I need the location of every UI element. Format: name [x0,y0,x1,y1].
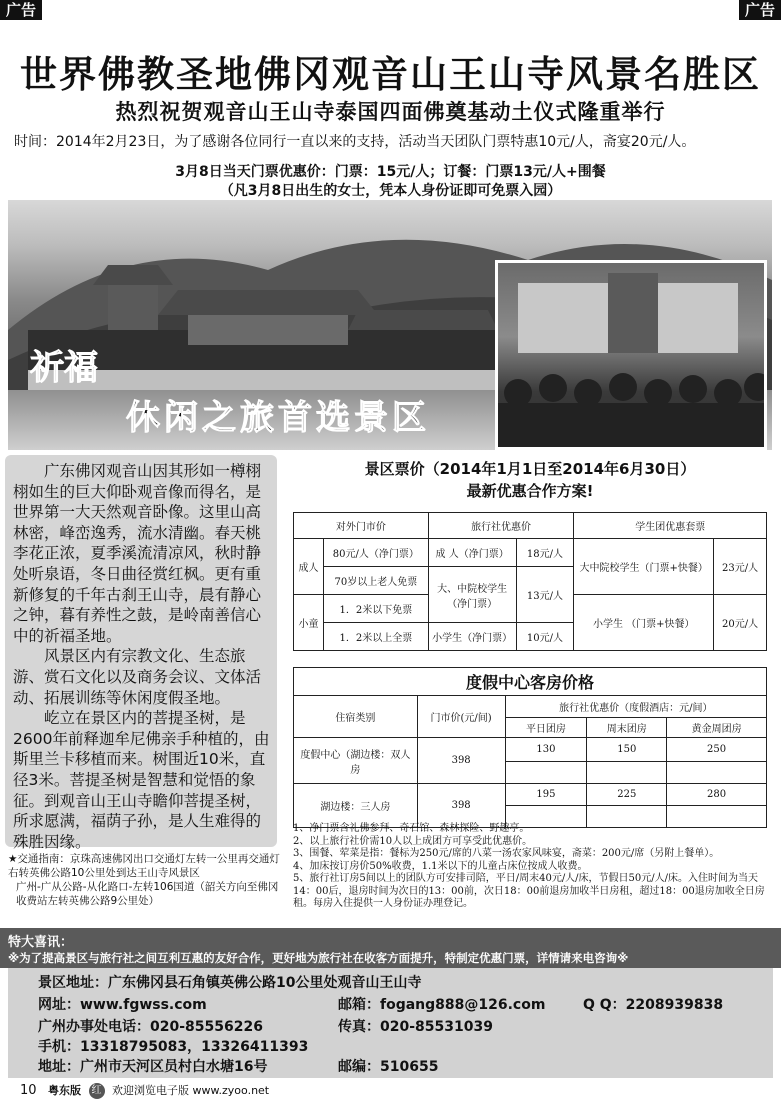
child-full: 1．2米以上全票 [323,623,428,651]
footer-text[interactable]: 欢迎浏览电子版 www.zyoo.net [112,1084,270,1097]
ticket-table [293,512,767,651]
website-link[interactable]: 网址：www.fgwss.com [38,997,207,1013]
agency-student: 大、中院校学生（净门票） [428,567,516,623]
traffic-line: 广州-广从公路-从化路口-左转106国道（韶关方向至佛冈收费站左转英佛公路9公里处） [16,881,279,907]
promo-line: 3月8日当天门票优惠价：门票：15元/人；订餐：门票13元/人+围餐 [175,164,606,180]
fax-number: 传真：020-85531039 [338,1019,493,1035]
room-double-weekend: 150 [587,738,667,762]
intro-paragraph: 风景区内有宗教文化、生态旅游、赏石文化以及商务会议、文体活动、拓展训练等休闲度假圣地。 [13,647,262,707]
agency-pupil-price: 10元/人 [516,623,574,651]
price-section [283,455,777,925]
intro-paragraph: 广东佛冈观音山因其形如一樽栩栩如生的巨大仰卧观音像而得名，是世界第一大天然观音卧像。这里山高林密，峰峦逸秀，流水清幽。春天桃李花正浓，夏季溪流清凉风，秋时静处听泉语，冬日曲径赏红枫。更有重新修复的千年古刹王山寺，晨有静心之钟，暮有养性之鼓，是岭南善信心中的祈福圣地。 [13,462,262,645]
child-label: 小童 [294,595,324,651]
banner-text: ※为了提高景区与旅行社之间互利互惠的友好合作，更好地为旅行社在收客方面提升，特制定优惠门票，详情请来电咨询※ [8,951,629,965]
slogan-blessing: 祈福 [30,348,98,388]
intro-box [5,455,277,851]
room-header-type: 住宿类别 [294,696,418,738]
mobile-numbers: 手机：13318795083，13326411393 [38,1039,309,1055]
ad-tag-right: 广告 [739,0,781,20]
room-header-agency: 旅行社优惠价（度假酒店：元/间） [505,696,766,718]
agency-student-price: 13元/人 [516,567,574,623]
traffic-line: ★交通指南：京珠高速佛冈出口交通灯左转一公里再交通灯右转英佛公路10公里处到达王山寺风景区 [8,853,280,879]
page-number: 10 [20,1083,37,1098]
room-triple-golden: 280 [667,784,767,806]
ceremony-photo [495,260,767,450]
hero-photo [8,200,772,450]
room-table [293,667,767,828]
email-link[interactable]: 邮箱：fogang888@126.com [338,997,546,1013]
room-triple-weekend: 225 [587,784,667,806]
note-item: 3、围餐、荤菜是指：餐标为250元/席的八菜一汤农家风味宴，斋菜：200元/席（另附上餐单）。 [293,848,720,859]
room-title: 度假中心客房价格 [294,668,767,696]
slogan-leisure: 休闲之旅首选景区 [126,398,430,438]
student-college-price: 23元/人 [714,539,767,595]
room-header-weekday: 平日团房 [505,718,587,738]
promo-note: （凡3月8日出生的女士，凭本人身份证即可免票入园） [219,183,562,199]
qq-number: Q Q：2208939838 [583,997,724,1013]
room-triple-public: 398 [417,784,505,828]
student-pupil-price: 20元/人 [714,595,767,651]
child-free: 1．2米以下免票 [323,595,428,623]
price-notes [293,823,773,911]
scenic-address: 景区地址：广东佛冈县石角镇英佛公路10公里处观音山王山寺 [38,975,422,991]
newspaper-logo-icon: 红 [89,1083,105,1099]
note-item: 1、净门票含礼佛参拜、奇石馆、森林探险、野趣亭。 [293,823,530,834]
note-item: 4、加床按订房价50%收费，1.1米以下的儿童占床位按成人收费。 [293,860,588,872]
ticket-subtitle: 最新优惠合作方案! [466,482,594,500]
event-time-line: 时间：2014年2月23日，为了感谢各位同行一直以来的支持，活动当天团队门票特惠10元/人，斋宴20元/人。 [14,134,696,150]
room-header-golden: 黄金周团房 [667,718,767,738]
adult-label: 成人 [294,539,324,595]
agency-pupil: 小学生（净门票） [428,623,516,651]
ticket-title: 景区票价（2014年1月1日至2014年6月30日） [364,460,696,478]
contact-box [8,968,773,1078]
room-double-golden: 250 [667,738,767,762]
page-subtitle: 热烈祝贺观音山王山寺泰国四面佛奠基动土仪式隆重举行 [115,100,666,124]
room-triple-weekday: 195 [505,784,587,806]
room-double-type: 度假中心（湖边楼：双人房 [294,738,418,784]
header-agency: 旅行社优惠价 [428,513,574,539]
student-pupil: 小学生 （门票+快餐） [574,595,714,651]
guangzhou-address: 地址：广州市天河区员村白水塘16号 [38,1059,268,1075]
ad-tag-left: 广告 [0,0,42,20]
page-footer [20,1082,269,1099]
office-phone: 广州办事处电话：020-85556226 [38,1019,263,1035]
room-triple-type: 湖边楼：三人房 [294,784,418,828]
temple-illustration [28,260,498,390]
room-double-public: 398 [417,738,505,784]
announcement-banner [0,928,781,968]
senior-free: 70岁以上老人免票 [323,567,428,595]
agency-adult: 成 人（净门票） [428,539,516,567]
banner-label: 特大喜讯： [8,935,74,950]
header-public: 对外门市价 [294,513,429,539]
note-item: 5、旅行社订房5间以上的团队方可安排司陪，平日/周末40元/人/床，节假日50元/人/床。入住时间为当天14：00后，退房时间为次日的13：00前，次日18：00前退房加收半日房租，超过18：00退房加收全日房租。每房入住提供一人身份证办理登记。 [293,873,765,909]
intro-paragraph: 屹立在景区内的菩提圣树，是2600年前释迦牟尼佛亲手种植的，由斯里兰卡移植而来。树围近10米，直径3米。菩提圣树是智慧和觉悟的象征。到观音山王山寺瞻仰菩提圣树，所求愿满，福荫子孙，是人生难得的殊胜因缘。 [13,709,270,851]
edition-label: 粤东版 [48,1084,82,1097]
zip-code: 邮编：510655 [338,1059,439,1075]
adult-price: 80元/人（净门票） [323,539,428,567]
room-double-weekday: 130 [505,738,587,762]
student-college: 大中院校学生（门票+快餐） [574,539,714,595]
room-header-public: 门市价(元/间) [417,696,505,738]
room-header-weekend: 周末团房 [587,718,667,738]
page-title: 世界佛教圣地佛冈观音山王山寺风景名胜区 [20,52,761,96]
note-item: 2、以上旅行社价需10人以上成团方可享受此优惠价。 [293,835,533,847]
agency-adult-price: 18元/人 [516,539,574,567]
traffic-guide [8,852,280,908]
header-student: 学生团优惠套票 [574,513,767,539]
